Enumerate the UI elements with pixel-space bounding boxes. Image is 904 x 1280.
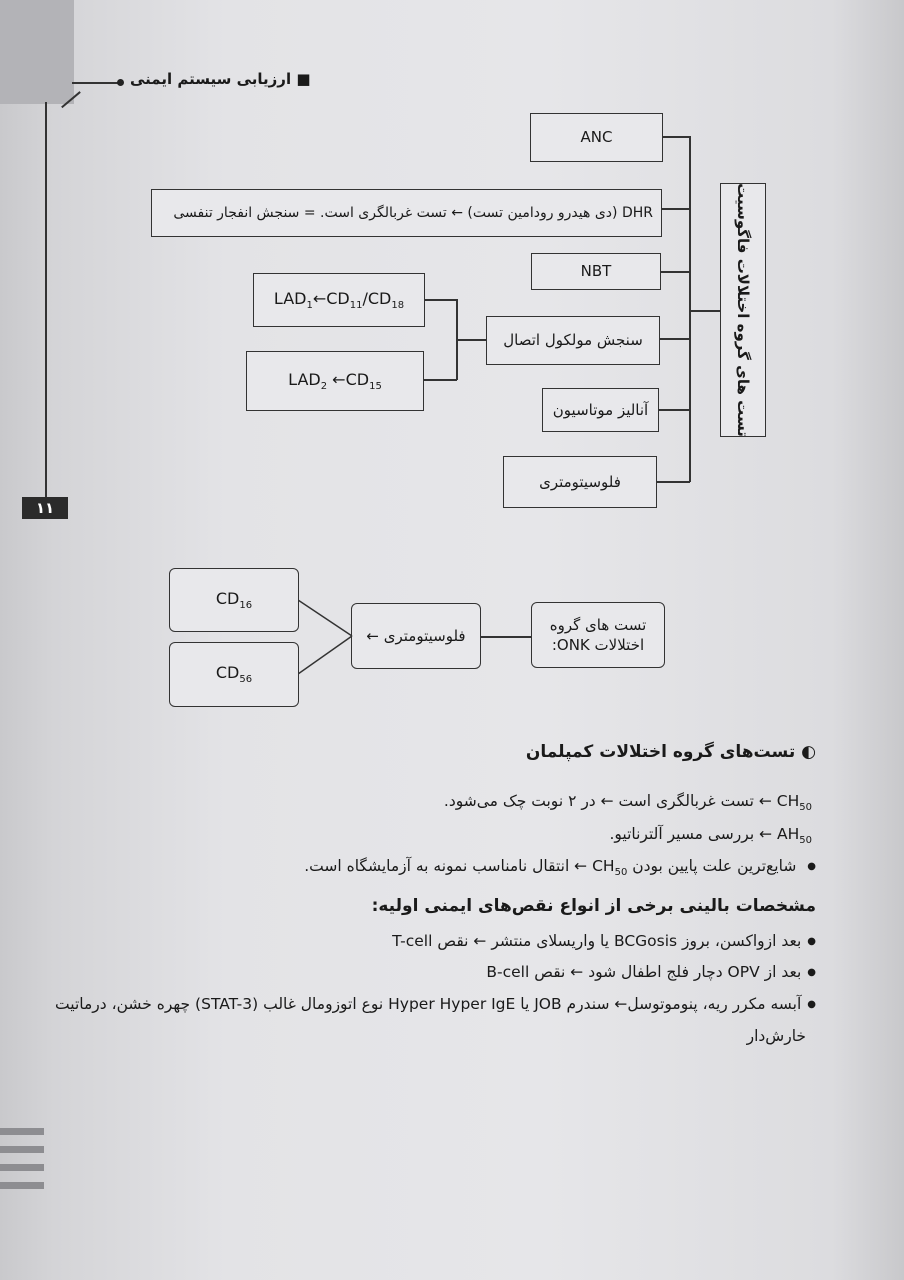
motility-box: آنالیز موتاسیون: [542, 388, 659, 432]
heading-marker-icon: ◐: [795, 742, 816, 762]
cd16-box: $CD_{16}$: [169, 568, 299, 632]
connector: [663, 136, 690, 138]
connector: [424, 379, 457, 381]
onk-title-box: تست های گروه اختلالات ONK:: [531, 602, 665, 668]
flow-box: فلوسیتومتری: [503, 456, 657, 508]
clinical-bullet-2: ● بعد از OPV دچار فلج اطفال شود ← نقص B-cell: [486, 963, 816, 981]
complement-line-2: $AH_{50}$ ← بررسی مسیر آلترناتیو.: [609, 825, 812, 847]
complement-heading: ◐ تست‌های گروه اختلالات کمپلمان: [525, 742, 816, 762]
connector: [456, 339, 486, 341]
clinical-bullet-3-cont: خارش‌دار: [746, 1027, 806, 1045]
connector: [689, 310, 720, 312]
nbt-box: NBT: [531, 253, 661, 290]
connector: [657, 481, 690, 483]
lad1-box: $LAD_1\leftarrow CD_{11}/CD_{18}$: [253, 273, 425, 327]
connector: [425, 299, 457, 301]
connector: [661, 271, 690, 273]
connector: [481, 636, 531, 638]
trunk-line: [689, 136, 691, 482]
corner-tab: [0, 0, 74, 104]
connector: [662, 208, 690, 210]
phagocyte-title-box: تست های گروه اختلالات فاگوسیت: [720, 183, 766, 437]
clinical-heading: مشخصات بالینی برخی از انواع نقص‌های ایمنی اولیه:: [371, 896, 816, 916]
clinical-bullet-1: ● بعد ازواکسن، بروز BCGosis یا واریسلای منتشر ← نقص T-cell: [392, 932, 816, 950]
cd56-box: $CD_{56}$: [169, 642, 299, 707]
connector: [659, 409, 690, 411]
onk-branch-lines: [298, 598, 354, 678]
square-bullet-icon: ■: [291, 70, 311, 88]
dhr-box: DHR (دی هیدرو رودامین تست) ← تست غربالگری است. = سنجش انفجار تنفسی: [151, 189, 662, 237]
onk-flow-box: فلوسیتومتری ←: [351, 603, 481, 669]
complement-line-3: ● شایع‌ترین علت پایین بودن $CH_{50}$ ← انتقال نامناسب نمونه به آزمایشگاه است.: [304, 857, 816, 878]
anc-box: ANC: [530, 113, 663, 162]
adhesion-box: سنجش مولکول اتصال: [486, 316, 660, 365]
header-dot: [117, 79, 124, 86]
lad2-box: $LAD_2$ $\leftarrow CD_{15}$: [246, 351, 424, 411]
clinical-bullet-3: ● آبسه مکرر ریه، پنوموتوسل← سندرم JOB یا Hyper Hyper IgE نوع اتوزومال غالب (STAT-3) چهره خشن، درماتیت: [55, 995, 816, 1013]
connector: [660, 338, 690, 340]
margin-rule: [45, 102, 47, 497]
connector: [456, 299, 458, 380]
page-number: ۱۱: [22, 497, 68, 519]
header-rule: [72, 82, 120, 84]
complement-line-1: $CH_{50}$ ← تست غربالگری است ← در ۲ نوبت چک می‌شود.: [443, 792, 812, 814]
chapter-title: ■ ارزیابی سیستم ایمنی: [130, 70, 311, 88]
